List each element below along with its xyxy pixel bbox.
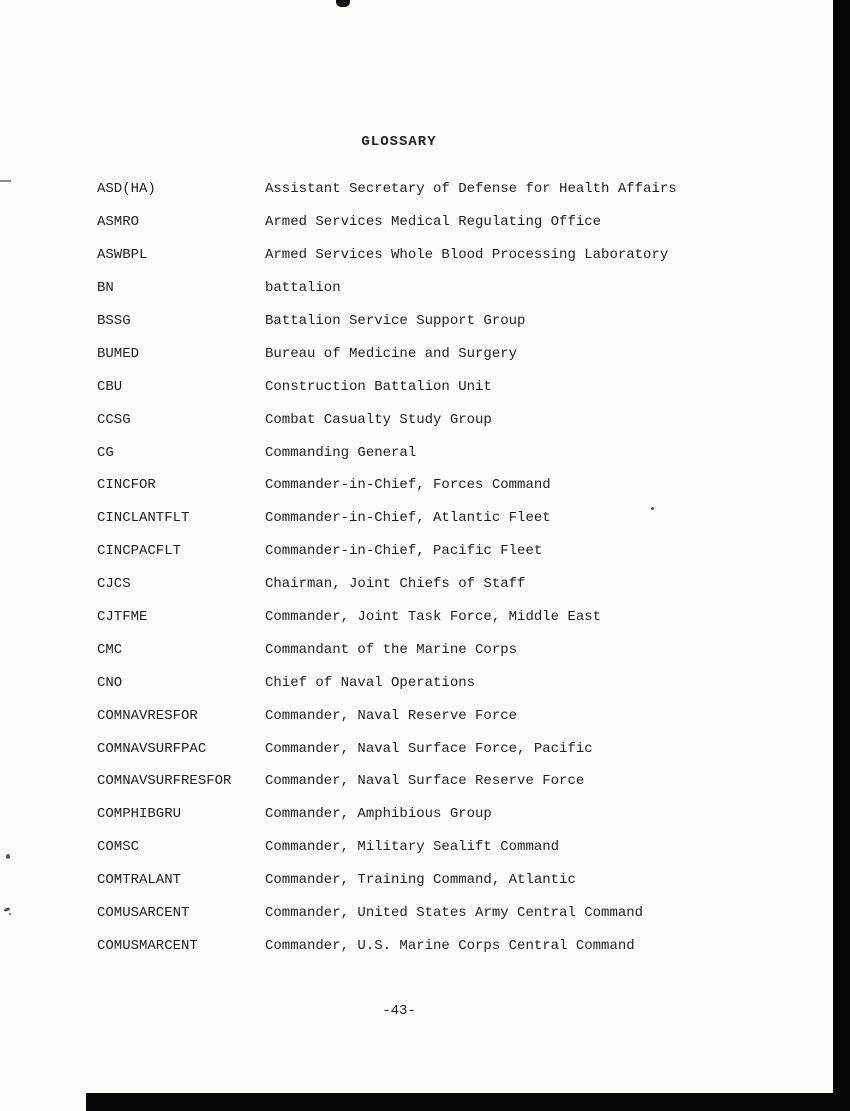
scan-edge-right	[833, 0, 850, 1111]
glossary-row	[97, 403, 823, 436]
glossary-row	[97, 666, 823, 699]
scan-speck	[6, 854, 10, 859]
glossary-row	[97, 831, 823, 864]
glossary-row	[97, 568, 823, 601]
glossary-term: BN	[97, 280, 114, 297]
glossary-term: CCSG	[97, 411, 131, 428]
glossary-row	[97, 239, 823, 272]
glossary-definition: Commander, Joint Task Force, Middle East	[265, 609, 602, 626]
glossary-definition: Armed Services Medical Regulating Office	[265, 214, 602, 231]
glossary-term: COMSC	[97, 839, 140, 856]
glossary-definition: Commander, U.S. Marine Corps Central Command	[265, 937, 635, 954]
glossary-term: ASMRO	[97, 214, 140, 231]
glossary-definition: Commander, Naval Surface Force, Pacific	[265, 740, 593, 757]
glossary-definition: battalion	[265, 280, 341, 297]
glossary-term: CINCFOR	[97, 477, 156, 494]
scan-speck	[651, 507, 654, 510]
scan-speck	[4, 907, 11, 912]
scan-edge-bottom	[86, 1093, 850, 1111]
glossary-definition: Assistant Secretary of Defense for Health Affairs	[265, 181, 677, 198]
glossary-definition: Construction Battalion Unit	[265, 378, 492, 395]
glossary-term: CG	[97, 444, 114, 461]
glossary-row	[97, 337, 823, 370]
glossary-row	[97, 206, 823, 239]
glossary-row	[97, 601, 823, 634]
glossary-row	[97, 502, 823, 535]
glossary-term: CMC	[97, 641, 123, 658]
glossary-row	[97, 633, 823, 666]
glossary-definition: Commandant of the Marine Corps	[265, 641, 518, 658]
glossary-definition: Commander, Training Command, Atlantic	[265, 872, 576, 889]
glossary-term: COMNAVSURFRESFOR	[97, 773, 232, 790]
glossary-term: CBU	[97, 378, 123, 395]
glossary-term: COMPHIBGRU	[97, 806, 182, 823]
glossary-definition: Combat Casualty Study Group	[265, 411, 492, 428]
glossary-row	[97, 436, 823, 469]
glossary-row	[97, 897, 823, 930]
glossary-row	[97, 272, 823, 305]
glossary-definition: Commander, Naval Reserve Force	[265, 707, 518, 724]
page-title: GLOSSARY	[361, 134, 437, 150]
glossary-row	[97, 699, 823, 732]
glossary-term: ASD(HA)	[97, 181, 156, 198]
glossary-definition: Chairman, Joint Chiefs of Staff	[265, 576, 526, 593]
glossary-definition: Battalion Service Support Group	[265, 313, 526, 329]
glossary-definition: Commander-in-Chief, Atlantic Fleet	[265, 510, 551, 527]
glossary-definition: Bureau of Medicine and Surgery	[265, 345, 518, 362]
glossary-row	[97, 173, 823, 206]
glossary-row	[97, 305, 823, 338]
scan-blob-top	[336, 0, 350, 7]
glossary-definition: Commander-in-Chief, Pacific Fleet	[265, 543, 543, 560]
glossary-term: CINCLANTFLT	[97, 510, 190, 527]
page-number: -43-	[382, 1003, 416, 1019]
glossary-term: COMTRALANT	[97, 872, 182, 889]
glossary-definition: Commander, Military Sealift Command	[265, 839, 560, 856]
glossary-term: ASWBPL	[97, 247, 148, 264]
glossary-definition: Commander, Naval Surface Reserve Force	[265, 773, 585, 790]
glossary-term: CNO	[97, 674, 123, 691]
glossary-definition: Commander, Amphibious Group	[265, 806, 492, 823]
glossary-term: COMUSARCENT	[97, 905, 190, 922]
glossary-row	[97, 765, 823, 798]
glossary-row	[97, 370, 823, 403]
glossary-term: COMNAVRESFOR	[97, 707, 198, 724]
glossary-term: CJCS	[97, 576, 131, 593]
glossary-definition: Chief of Naval Operations	[265, 674, 476, 691]
glossary-definition: Armed Services Whole Blood Processing Laboratory	[265, 247, 669, 264]
scan-speck	[9, 913, 11, 915]
glossary-row	[97, 798, 823, 831]
glossary-row	[97, 469, 823, 502]
glossary-term: BUMED	[97, 345, 140, 362]
glossary-term: COMNAVSURFPAC	[97, 740, 207, 757]
glossary-term: CJTFME	[97, 609, 148, 626]
glossary-list	[97, 173, 823, 962]
glossary-row	[97, 929, 823, 962]
glossary-term: BSSG	[97, 313, 131, 329]
scan-margin-line	[0, 180, 11, 182]
glossary-term: CINCPACFLT	[97, 543, 182, 560]
glossary-term: COMUSMARCENT	[97, 937, 198, 954]
glossary-definition: Commander-in-Chief, Forces Command	[265, 477, 551, 494]
glossary-row	[97, 864, 823, 897]
glossary-definition: Commander, United States Army Central Command	[265, 905, 644, 922]
glossary-row	[97, 732, 823, 765]
glossary-row	[97, 535, 823, 568]
glossary-definition: Commanding General	[265, 444, 417, 461]
